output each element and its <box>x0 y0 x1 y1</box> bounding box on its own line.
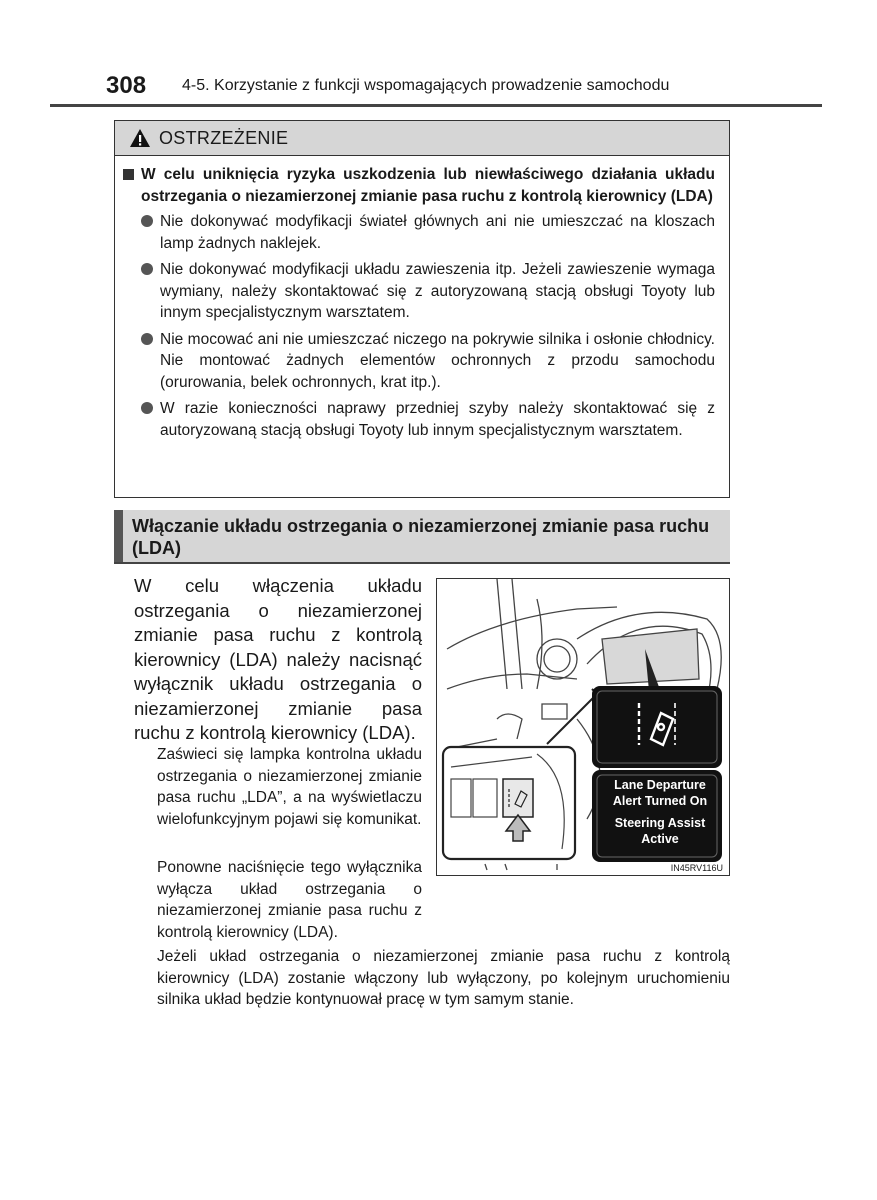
note-indicator: Zaświeci się lampka kontrolna układu ostrzegania o niezamierzonej zmianie pasa ruchu „LDA”, a na wyświetlaczu wielofunkcyjnym pojawi się komunikat. <box>157 746 422 828</box>
dashboard-figure <box>436 578 730 876</box>
section-title: 4-5. Korzystanie z funkcji wspomagających prowadzenie samochodu <box>182 77 670 94</box>
message-line-1: Lane Departure <box>614 778 706 792</box>
subheading-box <box>114 510 730 564</box>
warning-label: OSTRZEŻENIE <box>159 127 289 148</box>
warning-heading <box>123 164 715 207</box>
bullet-icon <box>141 263 153 275</box>
subheading-bar <box>114 510 123 562</box>
list-item <box>141 211 715 254</box>
list-item-text: Nie mocować ani nie umieszczać niczego na pokrywie silnika i osłonie chłodnicy. Nie montować żadnych elementów ochronnych z przodu samochodu (orurowania, belek ochronnych, krat itp.). <box>160 330 715 391</box>
warning-body <box>115 156 729 441</box>
note-toggle: Ponowne naciśnięcie tego wyłącznika wyłącza układ ostrzegania o niezamierzonej zmianie pasa ruchu z kontrolą kierownicy (LDA). <box>157 859 422 941</box>
list-item <box>141 259 715 324</box>
message-line-2: Alert Turned On <box>612 794 708 808</box>
message-line-3: Steering Assist <box>614 816 706 830</box>
list-item <box>141 329 715 394</box>
list-item-text: Nie dokonywać modyfikacji świateł głównych ani nie umieszczać na kloszach lamp żadnych naklejek. <box>160 213 715 252</box>
list-item <box>141 398 715 441</box>
warning-header <box>115 121 729 156</box>
list-item-text: Nie dokonywać modyfikacji układu zawieszenia itp. Jeżeli zawieszenie wymaga wymiany, należy skontaktować się z autoryzowaną stacją obsługi Toyoty lub innym specjalistycznym warsztatem. <box>160 261 715 321</box>
page-number: 308 <box>106 72 147 99</box>
bullet-icon <box>141 402 153 414</box>
figure-code: IN45RV116U <box>670 863 723 873</box>
warning-box <box>114 120 730 498</box>
subheading: Włączanie układu ostrzegania o niezamierzonej zmianie pasa ruchu (LDA) <box>132 516 710 558</box>
warning-heading-text: W celu uniknięcia ryzyka uszkodzenia lub niewłaściwego działania układu ostrzegania o niezamierzonej zmianie pasa ruchu z kontrolą kierownicy (LDA) <box>141 166 715 205</box>
list-item-text: W razie konieczności naprawy przedniej szyby należy skontaktować się z autoryzowaną stacją obsługi Toyoty lub innym specjalistycznym warsztatem. <box>160 400 715 439</box>
square-bullet-icon <box>123 169 134 180</box>
message-line-4: Active <box>641 832 679 846</box>
bullet-icon <box>141 215 153 227</box>
warning-list <box>141 211 715 441</box>
page-header <box>50 70 822 107</box>
bullet-icon <box>141 333 153 345</box>
intro-paragraph: W celu włączenia układu ostrzegania o niezamierzonej zmianie pasa ruchu z kontrolą kierownicy (LDA) należy nacisnąć wyłącznik układu ostrzegania o niezamierzonej zmianie pasa ruchu z kontrolą kierownicy (LDA). <box>134 575 422 743</box>
warning-triangle-icon <box>129 128 151 148</box>
final-paragraph: Jeżeli układ ostrzegania o niezamierzonej zmianie pasa ruchu z kontrolą kierownicy (LDA) zostanie włączony lub wyłączony, po kolejnym uruchomieniu silnika układ będzie kontynuował pracę w tym samym stanie. <box>157 948 730 1008</box>
